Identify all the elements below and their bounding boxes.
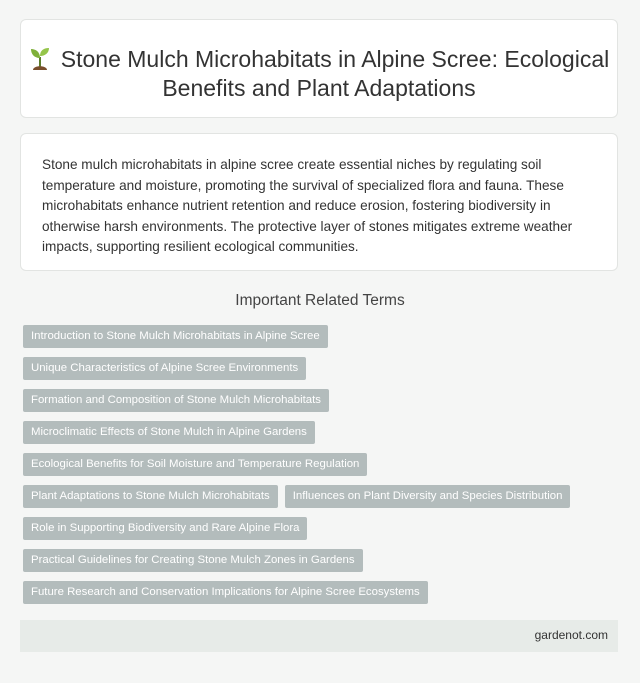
- term-tag[interactable]: Formation and Composition of Stone Mulch Microhabitats: [23, 389, 329, 412]
- term-tag[interactable]: Ecological Benefits for Soil Moisture and Temperature Regulation: [23, 453, 367, 476]
- page-title-text: Stone Mulch Microhabitats in Alpine Scree: Ecological Benefits and Plant Adaptations: [60, 46, 610, 101]
- related-terms-heading: Important Related Terms: [235, 292, 405, 309]
- footer: [20, 620, 618, 652]
- term-tag[interactable]: Unique Characteristics of Alpine Scree Environments: [23, 357, 306, 380]
- footer-site-link[interactable]: gardenot.com: [534, 628, 608, 642]
- seedling-icon: [29, 46, 51, 70]
- term-tag[interactable]: Role in Supporting Biodiversity and Rare Alpine Flora: [23, 517, 307, 540]
- term-tag[interactable]: Influences on Plant Diversity and Species Distribution: [285, 485, 571, 508]
- term-tag[interactable]: Microclimatic Effects of Stone Mulch in Alpine Gardens: [23, 421, 315, 444]
- related-terms-list: [23, 325, 623, 613]
- term-tag[interactable]: Future Research and Conservation Implications for Alpine Scree Ecosystems: [23, 581, 428, 604]
- page-title: [21, 45, 617, 103]
- title-card: [20, 19, 618, 118]
- intro-card: [20, 133, 618, 271]
- term-tag[interactable]: Plant Adaptations to Stone Mulch Microhabitats: [23, 485, 278, 508]
- term-tag[interactable]: Introduction to Stone Mulch Microhabitats in Alpine Scree: [23, 325, 328, 348]
- intro-paragraph: Stone mulch microhabitats in alpine scree create essential niches by regulating soil temperature and moisture, promoting the survival of specialized flora and fauna. These microhabitats enhance nutrient retention and reduce erosion, fostering biodiversity in otherwise harsh environments. The protective layer of stones mitigates extreme weather impacts, supporting resilient ecological communities.: [42, 157, 573, 254]
- term-tag[interactable]: Practical Guidelines for Creating Stone Mulch Zones in Gardens: [23, 549, 363, 572]
